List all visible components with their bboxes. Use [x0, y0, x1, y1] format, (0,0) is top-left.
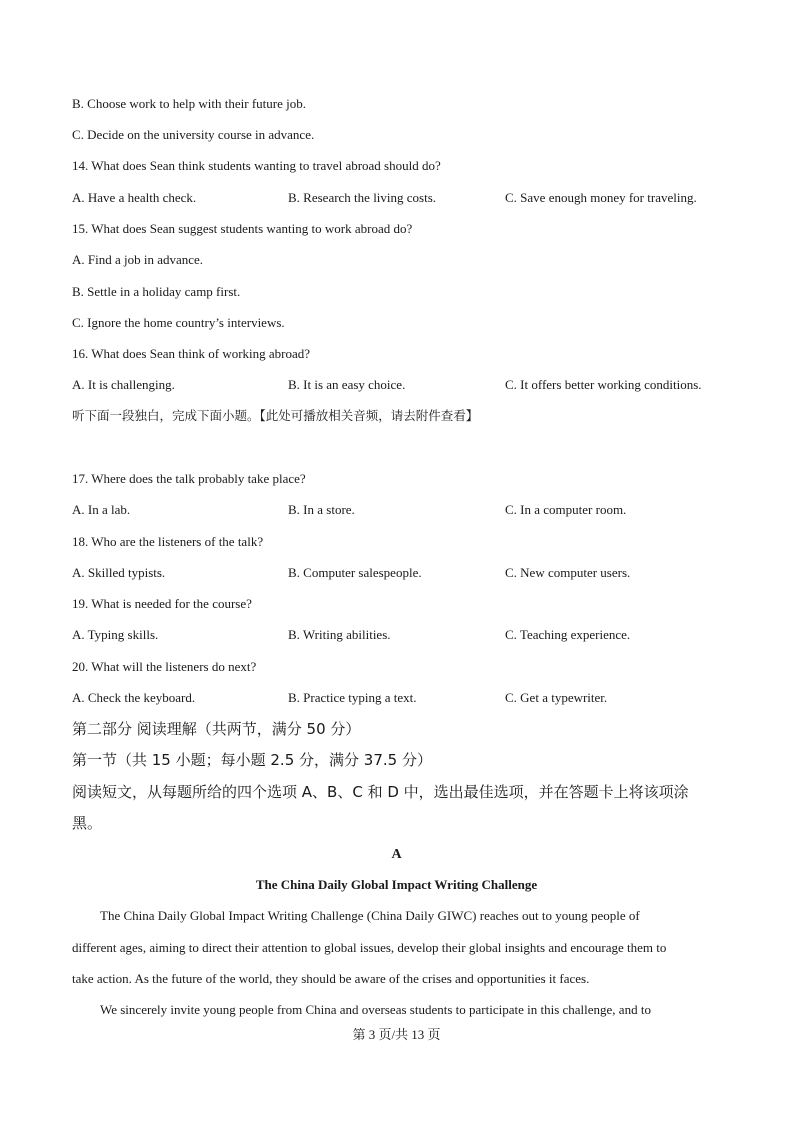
q13-option-c: C. Decide on the university course in advance.: [72, 127, 315, 142]
q16-option-c: C. It offers better working conditions.: [505, 377, 702, 392]
q14-option-a: A. Have a health check.: [72, 190, 197, 205]
q15-option-b: B. Settle in a holiday camp first.: [72, 284, 241, 299]
reading-instruction-line1: 阅读短文，从每题所给的四个选项 A、B、C 和 D 中，选出最佳选项，并在答题卡上将该项涂: [72, 783, 689, 801]
q17-option-c: C. In a computer room.: [505, 502, 627, 517]
q16-option-b: B. It is an easy choice.: [288, 377, 406, 392]
q19-option-b: B. Writing abilities.: [288, 627, 391, 642]
q18-option-c: C. New computer users.: [505, 565, 631, 580]
q20-option-a: A. Check the keyboard.: [72, 690, 196, 705]
page-footer: 第 3 页/共 13 页: [352, 1027, 441, 1042]
q19-option-a: A. Typing skills.: [72, 627, 159, 642]
section1-heading: 第一节（共 15 小题；每小题 2.5 分，满分 37.5 分）: [72, 751, 432, 769]
q17-option-b: B. In a store.: [288, 502, 355, 517]
passage-line: different ages, aiming to direct their attention to global issues, develop their global insights and encourage them to: [72, 940, 667, 955]
reading-instruction-line2: 黑。: [72, 814, 103, 832]
q15-option-a: A. Find a job in advance.: [72, 252, 204, 267]
q20-option-b: B. Practice typing a text.: [288, 690, 417, 705]
q14-stem: 14. What does Sean think students wanting to travel abroad should do?: [72, 158, 441, 173]
q20-option-c: C. Get a typewriter.: [505, 690, 608, 705]
q16-option-a: A. It is challenging.: [72, 377, 175, 392]
q18-option-a: A. Skilled typists.: [72, 565, 166, 580]
passage-line: take action. As the future of the world, they should be aware of the crises and opportunities it faces.: [72, 971, 590, 986]
part2-heading: 第二部分 阅读理解（共两节，满分 50 分）: [72, 720, 361, 738]
q17-stem: 17. Where does the talk probably take place?: [72, 471, 306, 486]
passage-letter: A: [391, 847, 402, 862]
q19-option-c: C. Teaching experience.: [505, 627, 631, 642]
q19-stem: 19. What is needed for the course?: [72, 596, 252, 611]
q18-option-b: B. Computer salespeople.: [288, 565, 422, 580]
monologue-instruction: 听下面一段独白，完成下面小题。【此处可播放相关音频，请去附件查看】: [72, 408, 479, 423]
q14-option-b: B. Research the living costs.: [288, 190, 437, 205]
q16-stem: 16. What does Sean think of working abroad?: [72, 346, 311, 361]
passage-line: We sincerely invite young people from China and overseas students to participate in this challenge, and to: [100, 1002, 651, 1017]
passage-title: The China Daily Global Impact Writing Challenge: [255, 877, 538, 892]
q20-stem: 20. What will the listeners do next?: [72, 659, 257, 674]
q15-option-c: C. Ignore the home country’s interviews.: [72, 315, 285, 330]
q17-option-a: A. In a lab.: [72, 502, 131, 517]
q15-stem: 15. What does Sean suggest students wanting to work abroad do?: [72, 221, 413, 236]
passage-line: The China Daily Global Impact Writing Challenge (China Daily GIWC) reaches out to young people of: [100, 908, 640, 923]
q18-stem: 18. Who are the listeners of the talk?: [72, 534, 264, 549]
q14-option-c: C. Save enough money for traveling.: [505, 190, 697, 205]
q13-option-b: B. Choose work to help with their future job.: [72, 96, 306, 111]
